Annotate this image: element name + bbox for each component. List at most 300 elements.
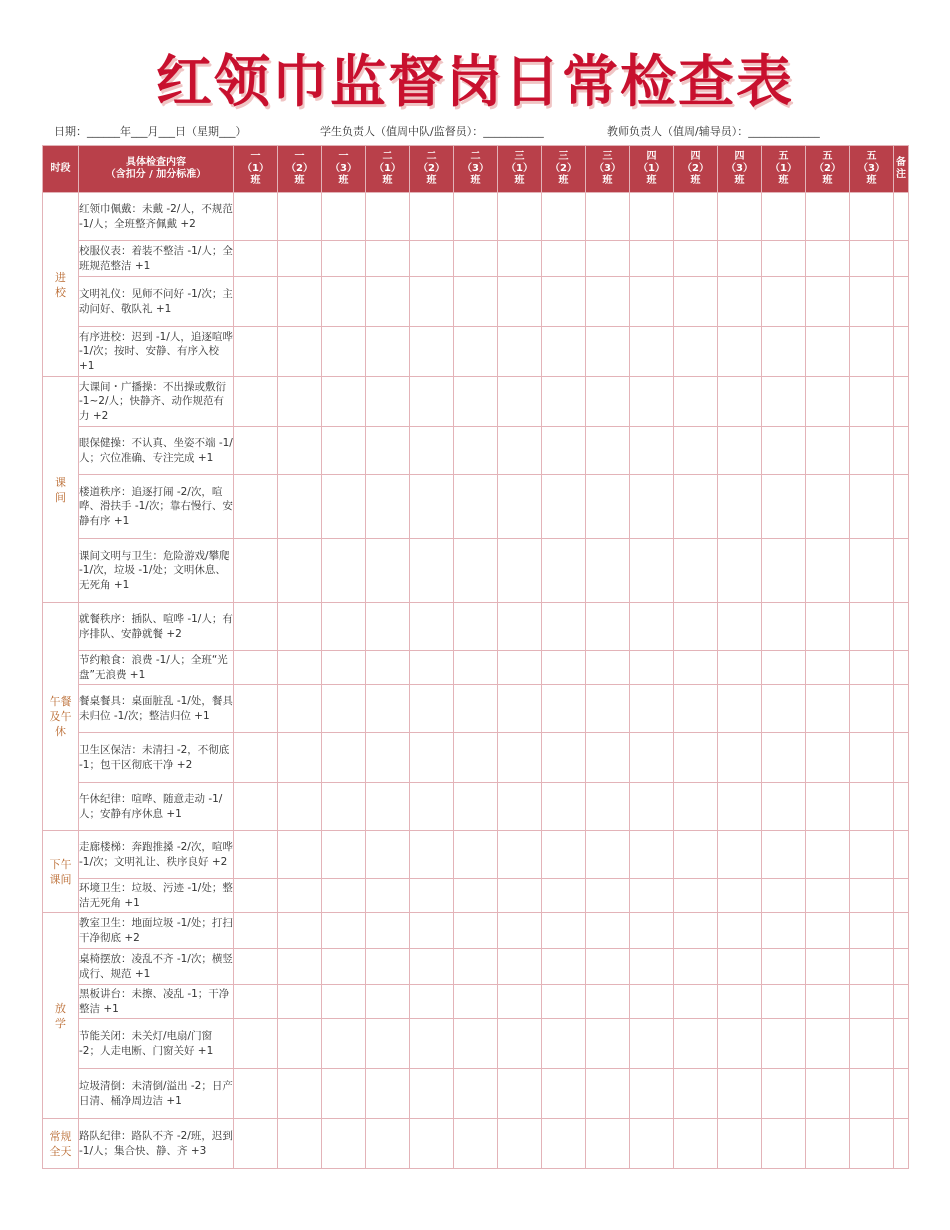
score-cell[interactable] [806, 193, 850, 241]
score-cell[interactable] [850, 427, 894, 475]
score-cell[interactable] [234, 377, 278, 427]
score-cell[interactable] [410, 1119, 454, 1169]
score-cell[interactable] [278, 1119, 322, 1169]
score-cell[interactable] [454, 475, 498, 539]
score-cell[interactable] [234, 783, 278, 831]
score-cell[interactable] [850, 475, 894, 539]
score-cell[interactable] [586, 733, 630, 783]
score-cell[interactable] [542, 241, 586, 277]
score-cell[interactable] [586, 1019, 630, 1069]
note-cell[interactable] [894, 879, 909, 913]
score-cell[interactable] [366, 193, 410, 241]
score-cell[interactable] [322, 733, 366, 783]
score-cell[interactable] [674, 949, 718, 985]
score-cell[interactable] [718, 193, 762, 241]
score-cell[interactable] [674, 733, 718, 783]
score-cell[interactable] [278, 377, 322, 427]
score-cell[interactable] [630, 1069, 674, 1119]
score-cell[interactable] [366, 651, 410, 685]
score-cell[interactable] [630, 377, 674, 427]
score-cell[interactable] [586, 603, 630, 651]
score-cell[interactable] [762, 475, 806, 539]
score-cell[interactable] [322, 949, 366, 985]
score-cell[interactable] [542, 277, 586, 327]
score-cell[interactable] [762, 277, 806, 327]
score-cell[interactable] [322, 277, 366, 327]
score-cell[interactable] [586, 193, 630, 241]
score-cell[interactable] [762, 603, 806, 651]
score-cell[interactable] [542, 427, 586, 475]
score-cell[interactable] [366, 783, 410, 831]
score-cell[interactable] [586, 985, 630, 1019]
score-cell[interactable] [366, 427, 410, 475]
score-cell[interactable] [762, 879, 806, 913]
score-cell[interactable] [674, 427, 718, 475]
score-cell[interactable] [806, 733, 850, 783]
score-cell[interactable] [630, 193, 674, 241]
score-cell[interactable] [806, 651, 850, 685]
score-cell[interactable] [322, 427, 366, 475]
score-cell[interactable] [850, 603, 894, 651]
note-cell[interactable] [894, 277, 909, 327]
score-cell[interactable] [498, 783, 542, 831]
score-cell[interactable] [674, 879, 718, 913]
score-cell[interactable] [234, 427, 278, 475]
score-cell[interactable] [410, 651, 454, 685]
score-cell[interactable] [806, 949, 850, 985]
score-cell[interactable] [498, 733, 542, 783]
score-cell[interactable] [322, 985, 366, 1019]
score-cell[interactable] [762, 913, 806, 949]
note-cell[interactable] [894, 1019, 909, 1069]
score-cell[interactable] [366, 685, 410, 733]
score-cell[interactable] [410, 475, 454, 539]
score-cell[interactable] [718, 277, 762, 327]
score-cell[interactable] [542, 603, 586, 651]
score-cell[interactable] [850, 1119, 894, 1169]
score-cell[interactable] [586, 651, 630, 685]
score-cell[interactable] [718, 327, 762, 377]
score-cell[interactable] [718, 1119, 762, 1169]
score-cell[interactable] [630, 651, 674, 685]
score-cell[interactable] [542, 1069, 586, 1119]
score-cell[interactable] [454, 193, 498, 241]
score-cell[interactable] [542, 377, 586, 427]
score-cell[interactable] [410, 685, 454, 733]
score-cell[interactable] [542, 685, 586, 733]
note-cell[interactable] [894, 427, 909, 475]
score-cell[interactable] [806, 913, 850, 949]
score-cell[interactable] [674, 241, 718, 277]
score-cell[interactable] [630, 949, 674, 985]
score-cell[interactable] [542, 327, 586, 377]
score-cell[interactable] [542, 879, 586, 913]
score-cell[interactable] [630, 427, 674, 475]
score-cell[interactable] [410, 241, 454, 277]
score-cell[interactable] [322, 831, 366, 879]
score-cell[interactable] [410, 913, 454, 949]
score-cell[interactable] [850, 831, 894, 879]
score-cell[interactable] [806, 377, 850, 427]
score-cell[interactable] [762, 651, 806, 685]
score-cell[interactable] [454, 831, 498, 879]
score-cell[interactable] [806, 879, 850, 913]
score-cell[interactable] [366, 879, 410, 913]
note-cell[interactable] [894, 603, 909, 651]
score-cell[interactable] [850, 539, 894, 603]
score-cell[interactable] [278, 475, 322, 539]
score-cell[interactable] [322, 685, 366, 733]
score-cell[interactable] [454, 913, 498, 949]
score-cell[interactable] [278, 985, 322, 1019]
score-cell[interactable] [850, 377, 894, 427]
score-cell[interactable] [322, 1069, 366, 1119]
score-cell[interactable] [542, 539, 586, 603]
score-cell[interactable] [278, 603, 322, 651]
score-cell[interactable] [366, 241, 410, 277]
score-cell[interactable] [454, 377, 498, 427]
score-cell[interactable] [674, 1119, 718, 1169]
score-cell[interactable] [410, 377, 454, 427]
score-cell[interactable] [718, 1069, 762, 1119]
score-cell[interactable] [234, 879, 278, 913]
score-cell[interactable] [718, 879, 762, 913]
score-cell[interactable] [498, 913, 542, 949]
score-cell[interactable] [850, 1069, 894, 1119]
score-cell[interactable] [762, 193, 806, 241]
score-cell[interactable] [806, 327, 850, 377]
score-cell[interactable] [454, 539, 498, 603]
score-cell[interactable] [674, 1069, 718, 1119]
score-cell[interactable] [762, 733, 806, 783]
score-cell[interactable] [542, 193, 586, 241]
score-cell[interactable] [718, 831, 762, 879]
score-cell[interactable] [498, 1019, 542, 1069]
note-cell[interactable] [894, 685, 909, 733]
score-cell[interactable] [322, 1019, 366, 1069]
score-cell[interactable] [454, 1019, 498, 1069]
score-cell[interactable] [278, 1019, 322, 1069]
score-cell[interactable] [762, 783, 806, 831]
note-cell[interactable] [894, 949, 909, 985]
score-cell[interactable] [762, 1069, 806, 1119]
score-cell[interactable] [454, 733, 498, 783]
score-cell[interactable] [278, 879, 322, 913]
score-cell[interactable] [498, 949, 542, 985]
score-cell[interactable] [806, 1069, 850, 1119]
score-cell[interactable] [718, 985, 762, 1019]
score-cell[interactable] [366, 913, 410, 949]
score-cell[interactable] [762, 1119, 806, 1169]
score-cell[interactable] [850, 685, 894, 733]
score-cell[interactable] [498, 277, 542, 327]
score-cell[interactable] [586, 831, 630, 879]
score-cell[interactable] [762, 985, 806, 1019]
score-cell[interactable] [806, 1119, 850, 1169]
score-cell[interactable] [278, 539, 322, 603]
score-cell[interactable] [542, 1019, 586, 1069]
score-cell[interactable] [234, 539, 278, 603]
score-cell[interactable] [762, 1019, 806, 1069]
score-cell[interactable] [542, 949, 586, 985]
score-cell[interactable] [586, 1069, 630, 1119]
score-cell[interactable] [366, 277, 410, 327]
score-cell[interactable] [850, 277, 894, 327]
score-cell[interactable] [278, 783, 322, 831]
score-cell[interactable] [234, 685, 278, 733]
score-cell[interactable] [498, 193, 542, 241]
score-cell[interactable] [806, 985, 850, 1019]
score-cell[interactable] [630, 327, 674, 377]
score-cell[interactable] [630, 603, 674, 651]
score-cell[interactable] [366, 985, 410, 1019]
score-cell[interactable] [850, 949, 894, 985]
score-cell[interactable] [234, 733, 278, 783]
score-cell[interactable] [674, 685, 718, 733]
score-cell[interactable] [278, 1069, 322, 1119]
score-cell[interactable] [366, 1069, 410, 1119]
score-cell[interactable] [586, 539, 630, 603]
score-cell[interactable] [498, 685, 542, 733]
score-cell[interactable] [234, 327, 278, 377]
score-cell[interactable] [498, 539, 542, 603]
score-cell[interactable] [542, 831, 586, 879]
score-cell[interactable] [322, 327, 366, 377]
score-cell[interactable] [542, 733, 586, 783]
score-cell[interactable] [498, 831, 542, 879]
score-cell[interactable] [718, 427, 762, 475]
score-cell[interactable] [762, 377, 806, 427]
score-cell[interactable] [674, 651, 718, 685]
score-cell[interactable] [366, 377, 410, 427]
score-cell[interactable] [366, 327, 410, 377]
score-cell[interactable] [454, 1119, 498, 1169]
score-cell[interactable] [850, 1019, 894, 1069]
score-cell[interactable] [454, 327, 498, 377]
score-cell[interactable] [630, 733, 674, 783]
score-cell[interactable] [762, 685, 806, 733]
score-cell[interactable] [718, 651, 762, 685]
score-cell[interactable] [454, 783, 498, 831]
score-cell[interactable] [234, 277, 278, 327]
score-cell[interactable] [542, 985, 586, 1019]
score-cell[interactable] [366, 1019, 410, 1069]
note-cell[interactable] [894, 783, 909, 831]
score-cell[interactable] [410, 427, 454, 475]
score-cell[interactable] [630, 241, 674, 277]
score-cell[interactable] [674, 603, 718, 651]
score-cell[interactable] [454, 685, 498, 733]
score-cell[interactable] [718, 783, 762, 831]
note-cell[interactable] [894, 327, 909, 377]
score-cell[interactable] [630, 685, 674, 733]
score-cell[interactable] [454, 985, 498, 1019]
score-cell[interactable] [322, 475, 366, 539]
score-cell[interactable] [410, 1069, 454, 1119]
note-cell[interactable] [894, 377, 909, 427]
score-cell[interactable] [718, 685, 762, 733]
score-cell[interactable] [278, 241, 322, 277]
score-cell[interactable] [806, 539, 850, 603]
score-cell[interactable] [586, 913, 630, 949]
score-cell[interactable] [850, 733, 894, 783]
note-cell[interactable] [894, 1119, 909, 1169]
score-cell[interactable] [454, 427, 498, 475]
score-cell[interactable] [806, 277, 850, 327]
score-cell[interactable] [674, 377, 718, 427]
score-cell[interactable] [630, 879, 674, 913]
score-cell[interactable] [674, 327, 718, 377]
score-cell[interactable] [674, 475, 718, 539]
note-cell[interactable] [894, 475, 909, 539]
score-cell[interactable] [278, 277, 322, 327]
score-cell[interactable] [454, 277, 498, 327]
score-cell[interactable] [322, 539, 366, 603]
score-cell[interactable] [278, 193, 322, 241]
note-cell[interactable] [894, 913, 909, 949]
score-cell[interactable] [674, 1019, 718, 1069]
note-cell[interactable] [894, 539, 909, 603]
score-cell[interactable] [718, 1019, 762, 1069]
score-cell[interactable] [498, 879, 542, 913]
score-cell[interactable] [630, 783, 674, 831]
score-cell[interactable] [234, 1119, 278, 1169]
score-cell[interactable] [586, 1119, 630, 1169]
score-cell[interactable] [850, 985, 894, 1019]
score-cell[interactable] [586, 427, 630, 475]
score-cell[interactable] [410, 879, 454, 913]
score-cell[interactable] [718, 241, 762, 277]
score-cell[interactable] [410, 985, 454, 1019]
score-cell[interactable] [586, 327, 630, 377]
score-cell[interactable] [498, 377, 542, 427]
score-cell[interactable] [366, 475, 410, 539]
score-cell[interactable] [366, 733, 410, 783]
score-cell[interactable] [674, 913, 718, 949]
score-cell[interactable] [630, 1019, 674, 1069]
score-cell[interactable] [762, 831, 806, 879]
score-cell[interactable] [454, 603, 498, 651]
score-cell[interactable] [234, 603, 278, 651]
score-cell[interactable] [498, 985, 542, 1019]
score-cell[interactable] [454, 949, 498, 985]
score-cell[interactable] [234, 831, 278, 879]
score-cell[interactable] [850, 783, 894, 831]
score-cell[interactable] [498, 651, 542, 685]
score-cell[interactable] [498, 427, 542, 475]
score-cell[interactable] [762, 949, 806, 985]
score-cell[interactable] [410, 603, 454, 651]
score-cell[interactable] [586, 949, 630, 985]
score-cell[interactable] [718, 733, 762, 783]
score-cell[interactable] [454, 241, 498, 277]
score-cell[interactable] [850, 651, 894, 685]
score-cell[interactable] [234, 241, 278, 277]
score-cell[interactable] [322, 1119, 366, 1169]
score-cell[interactable] [234, 1019, 278, 1069]
score-cell[interactable] [850, 913, 894, 949]
score-cell[interactable] [806, 475, 850, 539]
score-cell[interactable] [674, 277, 718, 327]
score-cell[interactable] [806, 427, 850, 475]
score-cell[interactable] [718, 377, 762, 427]
score-cell[interactable] [410, 327, 454, 377]
score-cell[interactable] [410, 949, 454, 985]
score-cell[interactable] [630, 985, 674, 1019]
score-cell[interactable] [762, 427, 806, 475]
score-cell[interactable] [498, 241, 542, 277]
score-cell[interactable] [454, 1069, 498, 1119]
score-cell[interactable] [762, 241, 806, 277]
score-cell[interactable] [674, 539, 718, 603]
score-cell[interactable] [454, 651, 498, 685]
score-cell[interactable] [718, 949, 762, 985]
note-cell[interactable] [894, 831, 909, 879]
score-cell[interactable] [850, 241, 894, 277]
score-cell[interactable] [498, 1119, 542, 1169]
score-cell[interactable] [542, 475, 586, 539]
score-cell[interactable] [278, 685, 322, 733]
score-cell[interactable] [498, 1069, 542, 1119]
score-cell[interactable] [718, 913, 762, 949]
score-cell[interactable] [366, 1119, 410, 1169]
score-cell[interactable] [234, 651, 278, 685]
score-cell[interactable] [410, 783, 454, 831]
score-cell[interactable] [762, 539, 806, 603]
note-cell[interactable] [894, 193, 909, 241]
score-cell[interactable] [674, 783, 718, 831]
score-cell[interactable] [630, 277, 674, 327]
score-cell[interactable] [718, 603, 762, 651]
score-cell[interactable] [322, 783, 366, 831]
score-cell[interactable] [806, 831, 850, 879]
score-cell[interactable] [586, 879, 630, 913]
score-cell[interactable] [366, 603, 410, 651]
score-cell[interactable] [322, 651, 366, 685]
score-cell[interactable] [410, 539, 454, 603]
note-cell[interactable] [894, 1069, 909, 1119]
score-cell[interactable] [498, 327, 542, 377]
score-cell[interactable] [366, 539, 410, 603]
score-cell[interactable] [674, 831, 718, 879]
note-cell[interactable] [894, 733, 909, 783]
score-cell[interactable] [630, 475, 674, 539]
score-cell[interactable] [586, 475, 630, 539]
score-cell[interactable] [806, 241, 850, 277]
score-cell[interactable] [850, 879, 894, 913]
score-cell[interactable] [806, 603, 850, 651]
score-cell[interactable] [630, 1119, 674, 1169]
score-cell[interactable] [234, 193, 278, 241]
score-cell[interactable] [278, 949, 322, 985]
score-cell[interactable] [498, 475, 542, 539]
score-cell[interactable] [234, 1069, 278, 1119]
score-cell[interactable] [674, 985, 718, 1019]
score-cell[interactable] [234, 475, 278, 539]
score-cell[interactable] [322, 879, 366, 913]
score-cell[interactable] [322, 603, 366, 651]
score-cell[interactable] [586, 277, 630, 327]
score-cell[interactable] [806, 783, 850, 831]
score-cell[interactable] [586, 377, 630, 427]
score-cell[interactable] [630, 913, 674, 949]
score-cell[interactable] [410, 277, 454, 327]
score-cell[interactable] [674, 193, 718, 241]
score-cell[interactable] [542, 913, 586, 949]
score-cell[interactable] [586, 783, 630, 831]
score-cell[interactable] [278, 733, 322, 783]
note-cell[interactable] [894, 651, 909, 685]
